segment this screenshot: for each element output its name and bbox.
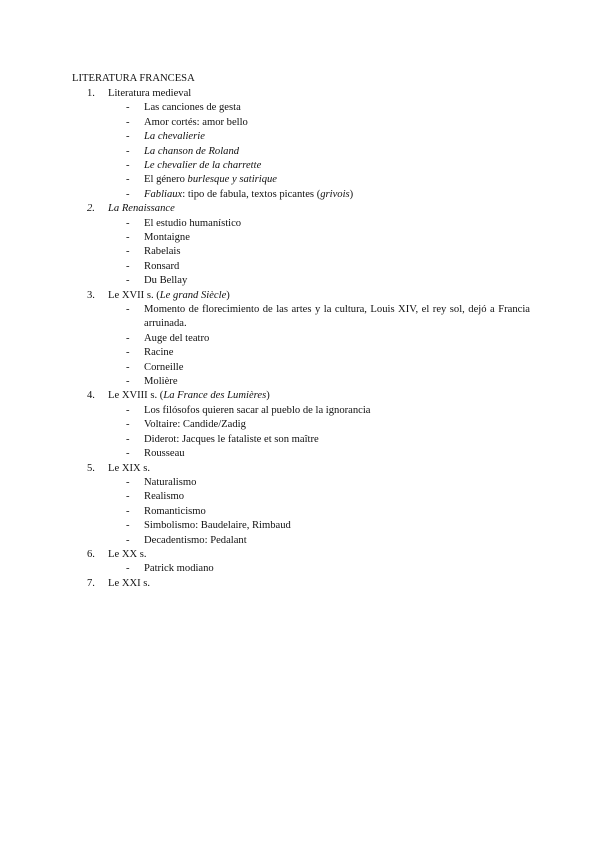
item-text xyxy=(144,188,530,202)
section-number: 7. xyxy=(87,577,95,589)
list-item xyxy=(0,346,600,360)
text-run: Romanticismo xyxy=(144,505,206,517)
text-run: Le XVII s. ( xyxy=(108,289,160,301)
bullet-dash: - xyxy=(126,131,130,143)
bullet-dash: - xyxy=(126,433,130,445)
list-item xyxy=(0,130,600,144)
section-4 xyxy=(0,389,600,461)
item-text xyxy=(144,361,530,375)
section-number: 4. xyxy=(87,390,95,402)
item-text xyxy=(144,562,530,576)
text-run: Du Bellay xyxy=(144,275,188,287)
text-run: El estudio humanístico xyxy=(144,217,242,229)
bullet-dash: - xyxy=(126,174,130,186)
list-item xyxy=(0,404,600,418)
text-run: Le XIX s. xyxy=(108,462,151,474)
section-number: 3. xyxy=(87,289,95,301)
item-text xyxy=(144,231,530,245)
section-title xyxy=(108,577,150,591)
item-text xyxy=(144,145,530,159)
list-item xyxy=(0,361,600,375)
bullet-dash: - xyxy=(126,376,130,388)
bullet-dash: - xyxy=(126,145,130,157)
text-run: Decadentismo: Pedalant xyxy=(144,534,247,546)
section-heading xyxy=(0,289,600,303)
text-run: : tipo de fabula, textos picantes ( xyxy=(182,188,321,200)
text-run: Los filósofos quieren sacar al pueblo de la ignorancia xyxy=(144,404,371,416)
bullet-dash: - xyxy=(126,476,130,488)
list-item xyxy=(0,159,600,173)
item-text xyxy=(144,346,530,360)
list-item xyxy=(0,332,600,346)
section-title xyxy=(108,289,230,303)
item-list xyxy=(0,476,600,548)
item-text xyxy=(144,404,530,418)
item-text xyxy=(144,534,530,548)
list-item xyxy=(0,145,600,159)
bullet-dash: - xyxy=(126,275,130,287)
text-run: grivois xyxy=(320,188,350,200)
item-text xyxy=(144,447,530,461)
section-heading xyxy=(0,202,600,216)
section-heading xyxy=(0,462,600,476)
bullet-dash: - xyxy=(126,505,130,517)
text-run: burlesque y satirique xyxy=(187,174,277,186)
text-run: ) xyxy=(226,289,230,301)
item-list xyxy=(0,303,600,389)
section-number: 5. xyxy=(87,462,95,474)
section-5 xyxy=(0,462,600,548)
text-run: Momento de florecimiento de las artes y la cultura, Louis XIV, el rey sol, dejó a Francia arruinada. xyxy=(144,304,530,330)
list-item xyxy=(0,116,600,130)
list-item xyxy=(0,217,600,231)
bullet-dash: - xyxy=(126,563,130,575)
item-text xyxy=(144,490,530,504)
item-text xyxy=(144,505,530,519)
bullet-dash: - xyxy=(126,160,130,172)
text-run: Literatura medieval xyxy=(108,88,192,99)
text-run: Racine xyxy=(144,347,174,359)
bullet-dash: - xyxy=(126,304,130,316)
section-number: 6. xyxy=(87,548,95,560)
section-1 xyxy=(0,87,600,202)
text-run: Le XXI s. xyxy=(108,577,151,589)
bullet-dash: - xyxy=(126,404,130,416)
text-run: La Renaissance xyxy=(108,203,175,215)
list-item xyxy=(0,173,600,187)
list-item xyxy=(0,534,600,548)
section-title xyxy=(108,87,191,101)
bullet-dash: - xyxy=(126,260,130,272)
text-run: Le XVIII s. ( xyxy=(108,390,164,402)
item-text xyxy=(144,519,530,533)
section-heading xyxy=(0,87,600,101)
item-list xyxy=(0,217,600,289)
text-run: Le chevalier de la charrette xyxy=(144,160,262,172)
text-run: Rousseau xyxy=(144,448,185,460)
bullet-dash: - xyxy=(126,217,130,229)
bullet-dash: - xyxy=(126,246,130,258)
list-item xyxy=(0,260,600,274)
text-run: Le grand Siècle xyxy=(159,289,227,301)
text-run: Patrick modiano xyxy=(144,563,214,575)
bullet-dash: - xyxy=(126,332,130,344)
section-title xyxy=(108,548,147,562)
text-run: La chanson de Roland xyxy=(144,145,240,157)
text-run: Rabelais xyxy=(144,246,181,258)
section-title xyxy=(108,202,175,216)
item-list xyxy=(0,562,600,576)
item-text xyxy=(144,418,530,432)
list-item xyxy=(0,490,600,504)
list-item xyxy=(0,375,600,389)
bullet-dash: - xyxy=(126,419,130,431)
item-text xyxy=(144,173,530,187)
list-item xyxy=(0,231,600,245)
text-run: Le XX s. xyxy=(108,548,147,560)
list-item xyxy=(0,418,600,432)
list-item xyxy=(0,245,600,259)
bullet-dash: - xyxy=(126,188,130,200)
bullet-dash: - xyxy=(126,491,130,503)
section-heading xyxy=(0,548,600,562)
list-item xyxy=(0,519,600,533)
item-text xyxy=(144,375,530,389)
text-run: ) xyxy=(349,188,354,200)
list-item xyxy=(0,101,600,115)
item-text xyxy=(144,433,530,447)
text-run: Amor cortés: amor bello xyxy=(144,116,248,128)
text-run: Diderot: Jacques le fataliste et son maître xyxy=(144,433,319,445)
text-run: Naturalismo xyxy=(144,476,197,488)
bullet-dash: - xyxy=(126,534,130,546)
bullet-dash: - xyxy=(126,448,130,460)
text-run: Las canciones de gesta xyxy=(144,102,241,114)
text-run: La chevalierie xyxy=(144,131,205,143)
section-title xyxy=(108,389,270,403)
text-run: ) xyxy=(266,390,270,402)
item-text xyxy=(144,116,530,130)
section-heading xyxy=(0,389,600,403)
item-list xyxy=(0,101,600,202)
item-text xyxy=(144,303,530,332)
item-text xyxy=(144,217,530,231)
section-heading xyxy=(0,577,600,591)
text-run: La France des Lumières xyxy=(163,390,267,402)
list-item xyxy=(0,188,600,202)
text-run: Ronsard xyxy=(144,260,180,272)
bullet-dash: - xyxy=(126,232,130,244)
text-run: Realismo xyxy=(144,491,185,503)
text-run: Corneille xyxy=(144,361,184,373)
text-run: Molière xyxy=(144,376,178,388)
list-item xyxy=(0,562,600,576)
bullet-dash: - xyxy=(126,102,130,114)
section-list xyxy=(0,87,600,591)
item-text xyxy=(144,332,530,346)
list-item xyxy=(0,476,600,490)
text-run: Simbolismo: Baudelaire, Rimbaud xyxy=(144,520,291,532)
bullet-dash: - xyxy=(126,347,130,359)
item-text xyxy=(144,476,530,490)
text-run: Voltaire: Candide/Zadig xyxy=(144,419,246,431)
list-item xyxy=(0,274,600,288)
list-item xyxy=(0,505,600,519)
section-2 xyxy=(0,202,600,288)
item-text xyxy=(144,245,530,259)
section-3 xyxy=(0,289,600,390)
text-run: El género xyxy=(144,174,188,186)
text-run: Auge del teatro xyxy=(144,332,210,344)
item-text xyxy=(144,101,530,115)
bullet-dash: - xyxy=(126,520,130,532)
section-title xyxy=(108,462,150,476)
text-run: Fabliaux xyxy=(144,188,183,200)
bullet-dash: - xyxy=(126,361,130,373)
list-item xyxy=(0,447,600,461)
item-list xyxy=(0,404,600,462)
section-6 xyxy=(0,548,600,577)
document-title: LITERATURA FRANCESA xyxy=(72,73,195,84)
bullet-dash: - xyxy=(126,116,130,128)
item-text xyxy=(144,260,530,274)
item-text xyxy=(144,159,530,173)
list-item xyxy=(0,433,600,447)
text-run: Montaigne xyxy=(144,232,190,244)
section-number: 1. xyxy=(87,88,95,99)
list-item xyxy=(0,303,600,332)
section-7 xyxy=(0,577,600,591)
section-number: 2. xyxy=(87,203,95,215)
item-text xyxy=(144,130,530,144)
item-text xyxy=(144,274,530,288)
